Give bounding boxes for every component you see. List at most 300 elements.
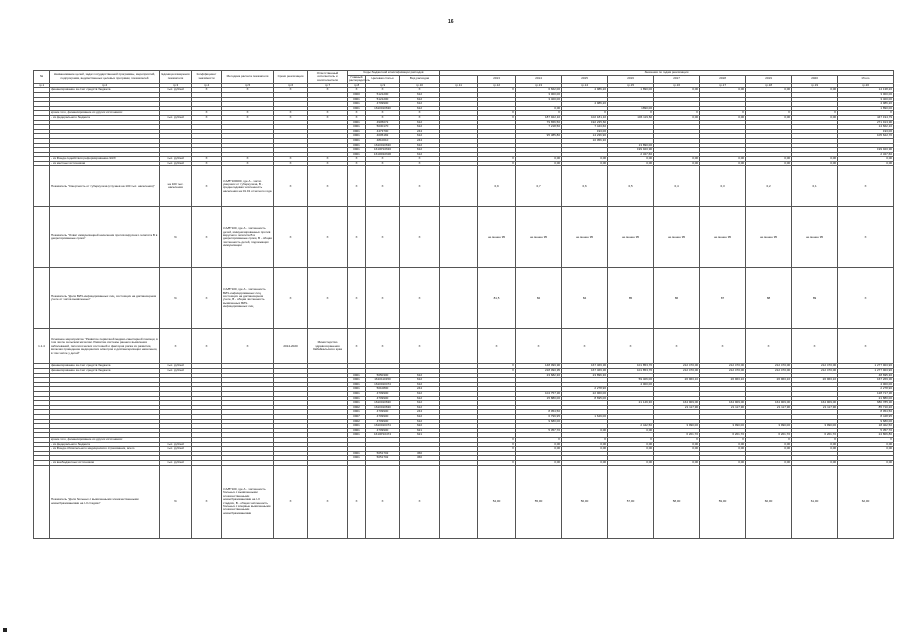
header-year: 2017 (654, 75, 700, 83)
row-grbs: 0901 (348, 424, 366, 429)
row-csr: Х (366, 161, 400, 166)
row-vr: 612 (400, 405, 440, 410)
indicator-code: Х (274, 268, 308, 329)
indicator-value: 59,00 (700, 465, 746, 538)
row-grbs: 0901 (348, 401, 366, 406)
row-no (34, 465, 50, 538)
row-term: Х (274, 115, 308, 120)
row-value: Х (478, 437, 516, 442)
row-value: 24 806,80 (838, 433, 894, 438)
row-coef: Х (192, 161, 222, 166)
row-value: 0,00 (516, 157, 562, 162)
row-exec: Х (308, 88, 348, 93)
row-grbs: 0907 (348, 415, 366, 420)
event-code: Х (348, 329, 366, 364)
row-vr: 612 (400, 392, 440, 397)
row-value: Х (478, 157, 516, 162)
row-value: 0,00 (516, 442, 562, 447)
indicator-value: 60,00 (746, 465, 792, 538)
column-number: гр.6 (274, 83, 308, 88)
row-vr: 612 (400, 415, 440, 420)
indicator-value: 85 (608, 268, 654, 329)
row-value: 0,00 (562, 460, 608, 465)
row-value: 0,00 (792, 161, 838, 166)
event-unit: Х (160, 329, 192, 364)
row-value: 102 181,10 (562, 115, 608, 120)
event-value: Х (478, 329, 516, 364)
indicator-value: 87 (700, 268, 746, 329)
row-grbs: 0901 (348, 152, 366, 157)
row-value: 193,00 (838, 129, 894, 134)
row-value: 3 990,00 (700, 424, 746, 429)
indicator-code: Х (308, 465, 348, 538)
row-value: 6 799,95 (516, 415, 562, 420)
row-csr: 1610P10474 (366, 433, 400, 438)
row-value: 2 327,60 (838, 152, 894, 157)
event-method: Х (222, 329, 274, 364)
row-value: 0,00 (654, 161, 700, 166)
column-number: гр.1 (34, 83, 50, 88)
row-value: 95 385,80 (516, 134, 562, 139)
indicator-value: Х (838, 207, 894, 268)
indicator-method: t=A/B*100000, где А - число умерших от туберкулеза, В - среднегодовая численность населения на 01.01 отчетного года (222, 166, 274, 207)
indicator-value: 0,1 (792, 166, 838, 207)
row-value: 104 757,30 (516, 392, 562, 397)
row-value: 23 896,30 (562, 373, 608, 378)
row-value: 1 649,00 (562, 415, 608, 420)
row-unit: тыс. рублей (160, 115, 192, 120)
row-value: 0,00 (608, 442, 654, 447)
row-value: 164 909,00 (700, 401, 746, 406)
row-method: Х (222, 115, 274, 120)
header-vr: Вид расходов (400, 75, 440, 83)
row-vr: 612 (400, 106, 440, 111)
indicator-code: Х (308, 166, 348, 207)
indicator-code: Х (400, 465, 440, 538)
row-value: 2 278,90 (838, 387, 894, 392)
row-value: 212 470,00 (792, 364, 838, 369)
row-unit: тыс. рублей (160, 447, 192, 452)
row-exec: Х (308, 111, 348, 116)
row-grbs: 0902 (348, 405, 366, 410)
indicator-method: t=A/B*100, где А - численность детей, иммунизированных против вирусного гепатита В в декретированные сроки, В - общая численность детей, подлежащих иммунизации (222, 207, 274, 268)
row-value: 10 056,30 (562, 138, 608, 143)
row-value: Х (478, 369, 516, 374)
row-method: Х (222, 157, 274, 162)
row-name: - из федерального бюджета (50, 442, 160, 447)
row-value: 26 963,10 (792, 378, 838, 383)
indicator-method: t=A/B*100, где А - численность ВИЧ-инфицированных лиц, состоящих на диспансерном учете, В - общая численность выявленных ВИЧ-инфицированных лиц (222, 268, 274, 329)
row-value: 0,00 (562, 161, 608, 166)
row-csr: 4709900 (366, 392, 400, 397)
row-grbs: 0901 (348, 410, 366, 415)
row-value: 0,00 (654, 447, 700, 452)
row-value: 0,00 (654, 157, 700, 162)
event-name: Основное мероприятие "Развитие первичной медико-санитарной помощи, в том числе сельским жителям. Развитие системы раннего выявления заболеваний, патологических состояний и факторов риска их развития, включая проведение медицинских осмотров и диспансеризации населения, в том числе у детей" (50, 329, 160, 364)
row-grbs: 0901 (348, 396, 366, 401)
row-csr: 4709900 (366, 102, 400, 107)
row-csr: 5010800 (366, 387, 400, 392)
row-value: 0,00 (608, 428, 654, 433)
column-number: гр.16 (654, 83, 700, 88)
indicator-code: Х (366, 166, 400, 207)
row-value: 199 920,90 (608, 148, 654, 153)
row-value: 26 963,10 (700, 378, 746, 383)
row-value: 199 920,90 (838, 148, 894, 153)
column-number: гр.10 (400, 83, 440, 88)
row-csr: 5030170 (366, 125, 400, 130)
indicator-code: Х (348, 268, 366, 329)
row-value: 447 194,79 (838, 115, 894, 120)
column-number: гр.13 (516, 83, 562, 88)
row-vr: 612 (400, 148, 440, 153)
row-csr: 4473700 (366, 129, 400, 134)
row-csr: 5121200 (366, 97, 400, 102)
header-year: 2014 (516, 75, 562, 83)
row-value: 0,00 (700, 161, 746, 166)
row-name: - из Фонда обязательного медицинского страхования, всего (50, 447, 160, 452)
row-value: Х (478, 447, 516, 452)
row-value: 14 662,10 (838, 125, 894, 130)
indicator-value: 0,6 (562, 166, 608, 207)
row-value: 7 443,60 (562, 125, 608, 130)
row-grbs: 0901 (348, 129, 366, 134)
row-grbs: 0901 (348, 433, 366, 438)
row-value: 680 785,30 (838, 401, 894, 406)
row-value: 6 201,70 (746, 433, 792, 438)
row-no (34, 166, 50, 207)
header-year: 2015 (562, 75, 608, 83)
row-grbs: 0901 (348, 148, 366, 153)
indicator-value: не менее 95 (608, 207, 654, 268)
row-value: 212 470,00 (792, 369, 838, 374)
row-csr: 4709900 (366, 415, 400, 420)
row-name: финансирование за счет средств бюджета (50, 369, 160, 374)
row-csr: 4005182 (366, 134, 400, 139)
row-value: Х (792, 437, 838, 442)
row-grbs: Х (348, 157, 366, 162)
indicator-value: Х (838, 268, 894, 329)
row-value: Х (700, 437, 746, 442)
row-value: Х (562, 437, 608, 442)
row-no (34, 207, 50, 268)
row-csr: 5051702 (366, 451, 400, 456)
row-name: - из местных источников (50, 161, 160, 166)
row-value: Х (516, 437, 562, 442)
row-csr: 1610010630 (366, 405, 400, 410)
column-number: гр.19 (792, 83, 838, 88)
row-grbs: 0902 (348, 419, 366, 424)
row-grbs: 0901 (348, 138, 366, 143)
indicator-value: 0,2 (746, 166, 792, 207)
row-value: 48 695,30 (838, 373, 894, 378)
row-value: 1 890,00 (838, 106, 894, 111)
event-exec: Министерство здравоохранения Забайкальского края (308, 329, 348, 364)
indicator-value: 0,3 (700, 166, 746, 207)
row-value: 2 278,90 (562, 387, 608, 392)
indicator-value: 82 (516, 268, 562, 329)
column-number: гр.12 (478, 83, 516, 88)
indicator-coef: Х (192, 207, 222, 268)
row-value: 0,00 (792, 88, 838, 93)
indicator-row (34, 268, 894, 329)
row-value: 6 201,70 (654, 433, 700, 438)
row-value: 8 054,50 (516, 410, 562, 415)
indicator-code: Х (348, 166, 366, 207)
row-grbs: 0900 (348, 92, 366, 97)
indicator-row (34, 465, 894, 538)
row-vr: 612 (400, 143, 440, 148)
row-value: 5 357,70 (516, 428, 562, 433)
row-value: 0,00 (792, 442, 838, 447)
row-vr: 612 (400, 401, 440, 406)
indicator-value: Х (838, 166, 894, 207)
row-vr: 621 (400, 428, 440, 433)
row-grbs: 0901 (348, 378, 366, 383)
indicator-unit: % (160, 268, 192, 329)
row-value: 212 470,00 (700, 364, 746, 369)
row-value: 21 117,90 (654, 405, 700, 410)
row-value: Х (838, 111, 894, 116)
column-number: гр.9 (366, 83, 400, 88)
row-value: 0,00 (654, 442, 700, 447)
row-value: 22 960,00 (562, 392, 608, 397)
row-value: 0,00 (562, 157, 608, 162)
event-no: 1.1.4 (34, 329, 50, 364)
row-coef: Х (192, 157, 222, 162)
indicator-value: 84 (562, 268, 608, 329)
indicator-value: не менее 95 (700, 207, 746, 268)
header-term: Сроки реализации (274, 71, 308, 84)
row-no (34, 268, 50, 329)
header-csr: Целевая статья (366, 75, 400, 83)
indicator-value: 54,00 (478, 465, 516, 538)
row-value: 101 853,76 (608, 369, 654, 374)
row-vr: Х (400, 115, 440, 120)
column-number: гр.15 (608, 83, 654, 88)
indicator-value: 62,00 (838, 465, 894, 538)
row-value: 164 909,00 (792, 401, 838, 406)
header-no: № (34, 71, 50, 84)
row-value: 7 218,50 (516, 125, 562, 130)
row-value: 6 662,00 (516, 88, 562, 93)
row-grbs: 0901 (348, 125, 366, 130)
row-grbs: Х (348, 88, 366, 93)
row-value: 0,00 (700, 442, 746, 447)
row-grbs: 0901 (348, 451, 366, 456)
row-vr: 244 (400, 410, 440, 415)
indicator-row (34, 207, 894, 268)
row-value: Х (654, 111, 700, 116)
row-value: 212 470,00 (746, 364, 792, 369)
header-grbs: Главный распорядитель (349, 74, 371, 83)
indicator-name: Показатель "Доля ВИЧ-инфицированных лиц, состоящих на диспансерном учете от числа выявленных" (50, 268, 160, 329)
indicator-unit: на 100 тыс. населения (160, 166, 192, 207)
indicator-value: не менее 95 (562, 207, 608, 268)
row-grbs: 0901 (348, 102, 366, 107)
row-vr: 622 (400, 424, 440, 429)
row-value: 0,00 (746, 88, 792, 93)
row-spacer (440, 207, 478, 268)
row-value: 167 266,30 (838, 378, 894, 383)
row-value: 21 149,30 (608, 401, 654, 406)
row-value: 0,00 (516, 460, 562, 465)
row-value: 3 990,00 (654, 424, 700, 429)
row-value: 3 990,00 (792, 424, 838, 429)
indicator-row (34, 166, 894, 207)
row-spacer (440, 166, 478, 207)
event-value: Х (746, 329, 792, 364)
row-value: 4 986,20 (562, 102, 608, 107)
row-value: Х (608, 111, 654, 116)
indicator-value: не менее 95 (654, 207, 700, 268)
row-value: 0,00 (516, 447, 562, 452)
indicator-code: Х (274, 465, 308, 538)
row-value: 212 470,00 (746, 369, 792, 374)
row-value: 0,00 (700, 115, 746, 120)
header-year: 2016 (608, 75, 654, 83)
header-year: 2018 (700, 75, 746, 83)
page-number: 16 (448, 19, 454, 25)
header-coef: Коэффициент значимости (192, 71, 222, 84)
row-vr: Х (400, 161, 440, 166)
row-csr: 5121200 (366, 92, 400, 97)
column-number: гр.7 (308, 83, 348, 88)
row-value: 9 680,00 (838, 419, 894, 424)
row-csr: 1610R10630 (366, 152, 400, 157)
row-grbs: Х (348, 111, 366, 116)
indicator-value: не менее 95 (478, 207, 516, 268)
indicator-code: Х (400, 268, 440, 329)
row-csr: 1610010630 (366, 401, 400, 406)
row-value: 167 466,30 (562, 369, 608, 374)
row-name: - из федерального бюджета (50, 115, 160, 120)
row-grbs: 0901 (348, 382, 366, 387)
row-value: Х (746, 437, 792, 442)
row-value: 3 000,00 (516, 92, 562, 97)
row-csr: 1610P10630 (366, 148, 400, 153)
header-budget-group: Коды бюджетной классификации расходов (348, 71, 440, 76)
event-coef: Х (192, 329, 222, 364)
indicator-code: Х (366, 465, 400, 538)
row-value: 0,00 (838, 447, 894, 452)
row-term: Х (274, 88, 308, 93)
row-value: 8 054,50 (838, 410, 894, 415)
row-exec: Х (308, 157, 348, 162)
row-vr: 244 (400, 129, 440, 134)
row-vr: 612 (400, 373, 440, 378)
row-value: 15 880,00 (516, 396, 562, 401)
row-csr: Х (366, 88, 400, 93)
indicator-value: 55,00 (516, 465, 562, 538)
indicator-code: Х (274, 207, 308, 268)
row-grbs: 0901 (348, 392, 366, 397)
indicator-value: не менее 95 (792, 207, 838, 268)
row-csr: Х (366, 115, 400, 120)
row-value: 101 853,76 (608, 364, 654, 369)
indicator-value: 0,7 (516, 166, 562, 207)
row-coef: Х (192, 111, 222, 116)
row-vr: 360 (400, 456, 440, 461)
row-grbs: 0901 (348, 120, 366, 125)
indicator-name: Показатель "Охват иммунизацией населения против вирусного гепатита В в декретированные сроки" (50, 207, 160, 268)
row-vr: Х (400, 111, 440, 116)
row-csr: 1610010630 (366, 143, 400, 148)
row-value: Х (478, 364, 516, 369)
row-term: Х (274, 111, 308, 116)
indicator-value: 0,4 (654, 166, 700, 207)
row-value: 79 656,50 (516, 120, 562, 125)
row-value: 212 470,00 (654, 369, 700, 374)
row-vr: 612 (400, 125, 440, 130)
row-value: 0,00 (654, 460, 700, 465)
row-value: 212 470,00 (700, 369, 746, 374)
header-unit: Единица измерения показателя (160, 71, 192, 84)
row-value: 271 913,90 (838, 120, 894, 125)
row-value: 0,00 (792, 157, 838, 162)
indicator-value: 89 (792, 268, 838, 329)
indicator-code: Х (366, 268, 400, 329)
indicator-code: Х (308, 207, 348, 268)
row-value: 26 963,10 (654, 378, 700, 383)
column-number: гр.8 (348, 83, 366, 88)
row-value: 8 695,00 (562, 396, 608, 401)
row-name: кроме того, финансирование из других источников: (50, 111, 160, 116)
row-value: 1 277 903,96 (838, 369, 894, 374)
row-vr: 244 (400, 138, 440, 143)
row-value: 0,00 (516, 161, 562, 166)
row-value: 21 117,90 (700, 405, 746, 410)
row-value: 0,00 (654, 88, 700, 93)
row-value: 212 470,00 (654, 364, 700, 369)
indicator-value: не менее 95 (746, 207, 792, 268)
row-value: Х (746, 111, 792, 116)
indicator-code: Х (348, 465, 366, 538)
row-csr: 4709900 (366, 410, 400, 415)
row-value: 0,00 (746, 460, 792, 465)
row-value: 0,00 (700, 88, 746, 93)
table-header (34, 71, 894, 84)
row-value: Х (562, 111, 608, 116)
row-name: финансирование за счет средств бюджета (50, 364, 160, 369)
row-value: 0,00 (792, 447, 838, 452)
row-csr: 4709900 (366, 419, 400, 424)
row-value: 0,00 (746, 157, 792, 162)
row-value: 193,00 (562, 129, 608, 134)
row-value: 59 406,00 (608, 378, 654, 383)
indicator-value: 58,00 (654, 465, 700, 538)
indicator-coef: Х (192, 268, 222, 329)
row-value: 164 909,00 (654, 401, 700, 406)
row-value: 1 277 903,96 (838, 364, 894, 369)
row-exec: Х (308, 115, 348, 120)
row-value: 0,00 (608, 161, 654, 166)
row-value: 18 402,50 (838, 424, 894, 429)
row-value: 0,00 (700, 157, 746, 162)
row-vr: 612 (400, 92, 440, 97)
column-number: гр.11 (440, 83, 478, 88)
row-value: 0,00 (608, 460, 654, 465)
row-value: Х (654, 437, 700, 442)
row-value: 192 235,60 (562, 120, 608, 125)
row-method: Х (222, 88, 274, 93)
row-name: - из внебюджетных источников (50, 460, 160, 465)
event-value: Х (654, 329, 700, 364)
row-value: 0,00 (700, 460, 746, 465)
row-spacer (440, 268, 478, 329)
row-value: 13 890,00 (608, 143, 654, 148)
indicator-value: 0,5 (608, 166, 654, 207)
